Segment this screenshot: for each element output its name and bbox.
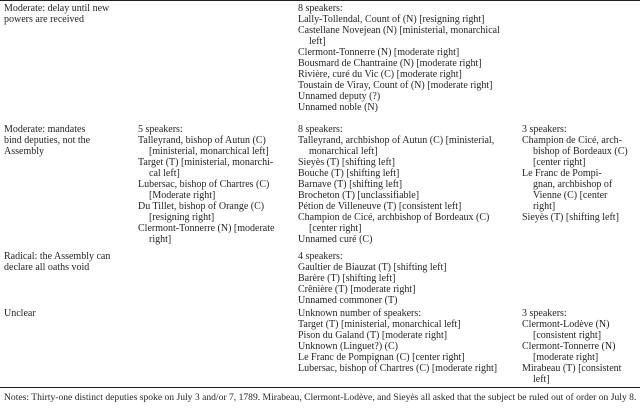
cell-line: [ministerial, monarchical left] [149,146,269,157]
cell-line: Unnamed commoner (T) [298,295,398,306]
cell-line: [center right] [533,157,586,168]
cell-line: Lubersac, bishop of Chartres (C) [moderate right] [298,363,498,374]
cell-line: left] [309,36,326,47]
cell-line: [consistent right] [533,330,602,341]
cell-line: Sieyès (T) [shifting left] [522,212,619,223]
cell-line: Lubersac, bishop of Chartres (C) [138,179,270,190]
cell-line: Pétion de Villeneuve (T) [consistent left] [298,201,462,212]
cell-line: Moderate: delay until new [4,3,110,14]
cell-line: 4 speakers: [298,251,343,262]
cell-line: Bousmard de Chantraine (N) [moderate right] [298,58,482,69]
cell-line: left] [533,374,550,385]
row-moderate-mandates-col1 [138,124,294,245]
cell-line: bind deputies, not the [4,135,91,146]
cell-line: Unnamed curé (C) [298,234,373,245]
cell-line: 8 speakers: [298,3,343,14]
cell-line: Assembly [4,146,44,157]
cell-line: Toustain de Viray, Count of (N) [moderate right] [298,80,493,91]
cell-line: Talleyrand, bishop of Autun (C) [138,135,266,146]
cell-line: Pison du Galand (T) [moderate right] [298,330,448,341]
row-moderate-delay-col2 [298,3,520,113]
cell-line: [center right] [309,223,362,234]
cell-line: 5 speakers: [138,124,183,135]
cell-line: Target (T) [ministerial, monarchical left] [298,319,461,330]
cell-line: Unnamed noble (N) [298,102,378,113]
cell-line: Vienne (C) [center [533,190,608,201]
row-unclear-col3 [522,308,638,385]
cell-line: Bouche (T) [shifting left] [298,168,400,179]
row-radical-category [4,251,134,273]
cell-line: cal left] [149,168,180,179]
row-moderate-delay-category [4,3,134,25]
cell-line: gnan, archbishop of [533,179,613,190]
row-unclear-category [4,308,134,319]
cell-line: monarchical left] [309,146,378,157]
cell-line: Unclear [4,308,36,319]
cell-line: Target (T) [ministerial, monarchi- [138,157,274,168]
cell-line: Barnave (T) [shifting left] [298,179,403,190]
cell-line: Brocheton (T) [unclassifiable] [298,190,420,201]
row-moderate-mandates-col2 [298,124,520,245]
cell-line: powers are received [4,14,84,25]
cell-line: [moderate right] [533,352,599,363]
cell-line: 8 speakers: [298,124,343,135]
cell-line: Castellane Novejean (N) [ministerial, monarchical [298,25,500,36]
row-moderate-mandates-col3 [522,124,638,223]
cell-line: Champion de Cicé, archbishop of Bordeaux (C) [298,212,490,223]
cell-line: Le Franc de Pompignan (C) [center right] [298,352,465,363]
table-notes: Notes: Thirty-one distinct deputies spoke on July 3 and/or 7, 1789. Mirabeau, Clermont-Lodève, and Sieyès all asked that the subject be ruled out of order on July 8. [4,392,637,403]
cell-line: Clermont-Tonnerre (N) [moderate [138,223,275,234]
cell-line: Crênière (T) [moderate right] [298,284,416,295]
cell-line: Unnamed deputy (?) [298,91,381,102]
table-bottom-rule [0,387,640,388]
cell-line: Clermont-Tonnerre (N) [522,341,616,352]
row-moderate-mandates-category [4,124,134,157]
cell-line: Clermont-Tonnerre (N) [moderate right] [298,47,460,58]
cell-line: bishop of Bordeaux (C) [533,146,628,157]
cell-line: declare all oaths void [4,262,90,273]
cell-line: 3 speakers: [522,308,567,319]
cell-line: Du Tillet, bishop of Orange (C) [138,201,265,212]
cell-line: Unknown (Linguet?) (C) [298,341,398,352]
cell-line: Gaultier de Biauzat (T) [shifting left] [298,262,447,273]
cell-line: Mirabeau (T) [consistent [522,363,622,374]
cell-line: right] [149,234,172,245]
cell-line: right] [533,201,556,212]
cell-line: Le Franc de Pompi- [522,168,602,179]
cell-line: Radical: the Assembly can [4,251,111,262]
cell-line: Barère (T) [shifting left] [298,273,396,284]
cell-line: Champion de Cicé, arch- [522,135,622,146]
row-unclear-col2 [298,308,520,374]
table-top-rule [0,0,640,1]
cell-line: Rivière, curé du Vic (C) [moderate right] [298,69,462,80]
row-radical-col2 [298,251,520,306]
cell-line: Clermont-Lodève (N) [522,319,610,330]
cell-line: [Moderate right] [149,190,216,201]
cell-line: Moderate: mandates [4,124,86,135]
cell-line: Sieyès (T) [shifting left] [298,157,395,168]
cell-line: [resigning right] [149,212,215,223]
cell-line: Talleyrand, archbishop of Autun (C) [ministerial, [298,135,495,146]
cell-line: Unknown number of speakers: [298,308,422,319]
cell-line: Lally-Tollendal, Count of (N) [resigning right] [298,14,485,25]
cell-line: 3 speakers: [522,124,567,135]
